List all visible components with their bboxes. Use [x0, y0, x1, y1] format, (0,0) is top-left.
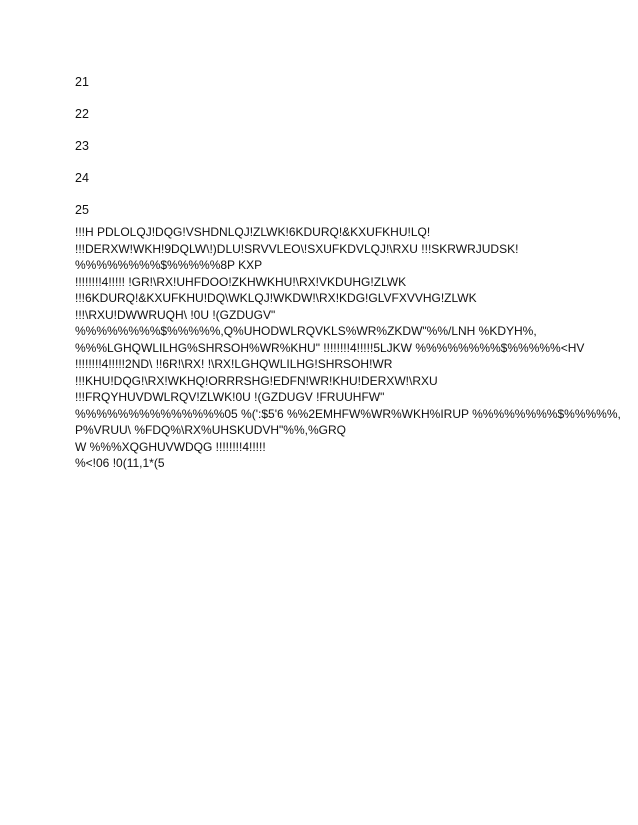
- text-line: !!!DERXW!WKH!9DQLW\!)DLU!SRVVLEO\!SXUFKDVLQJ!\RXU !!!SKRWRJUDSK!: [75, 241, 519, 256]
- text-line: %%%%%%%%$%%%%%8P KXP: [75, 258, 263, 272]
- line-number: 24: [75, 171, 89, 185]
- garbled-transcript-text: [75, 224, 621, 472]
- text-line: !!!6KDURQ!&KXUFKHU!DQ\WKLQJ!WKDW!\RX!KDG!GLVFXVVHG!ZLWK: [75, 291, 477, 305]
- line-number: 21: [75, 75, 89, 89]
- line-number-list: [75, 74, 89, 234]
- text-line: %%%LGHQWLILHG%SHRSOH%WR%KHU" !!!!!!!!4!!!!!5LJKW %%%%%%%%$%%%%%<HV: [75, 340, 585, 355]
- text-line: !!!!!!!!4!!!!!2ND\ !!6R!\RX! !\RX!LGHQWLILHG!SHRSOH!WR: [75, 357, 393, 371]
- text-line: !!!!!!!!4!!!!! !GR!\RX!UHFDOO!ZKHWKHU!\RX!VKDUHG!ZLWK: [75, 274, 407, 289]
- text-line: %%%%%%%%%%%%%%05 %(':$5'6 %%2EMHFW%WR%WKH%IRUP %%%%%%%%$%%%%%,: [75, 406, 621, 421]
- text-line: !!!\RXU!DWWRUQH\ !0U !(GZDUGV": [75, 307, 276, 322]
- line-number: 22: [75, 107, 89, 121]
- text-line: !!!H PDLOLQJ!DQG!VSHDNLQJ!ZLWK!6KDURQ!&KXUFKHU!LQ!: [75, 225, 431, 239]
- text-line: P%VRUU\ %FDQ%\RX%UHSKUDVH"%%,%GRQ: [75, 423, 346, 437]
- text-line: W %%%XQGHUVWDQG !!!!!!!!4!!!!!: [75, 439, 266, 454]
- text-line: !!!KHU!DQG!\RX!WKHQ!ORRRSHG!EDFN!WR!KHU!DERXW!\RXU: [75, 373, 438, 388]
- line-number: 25: [75, 203, 89, 217]
- text-line: !!!FRQYHUVDWLRQV!ZLWK!0U !(GZDUGV !FRUUHFW": [75, 390, 385, 404]
- text-line: %%%%%%%%$%%%%%,Q%UHODWLRQVKLS%WR%ZKDW"%%/LNH %KDYH%,: [75, 324, 537, 338]
- line-number: 23: [75, 139, 89, 153]
- text-line: %<!06 !0(11,1*(5: [75, 456, 165, 470]
